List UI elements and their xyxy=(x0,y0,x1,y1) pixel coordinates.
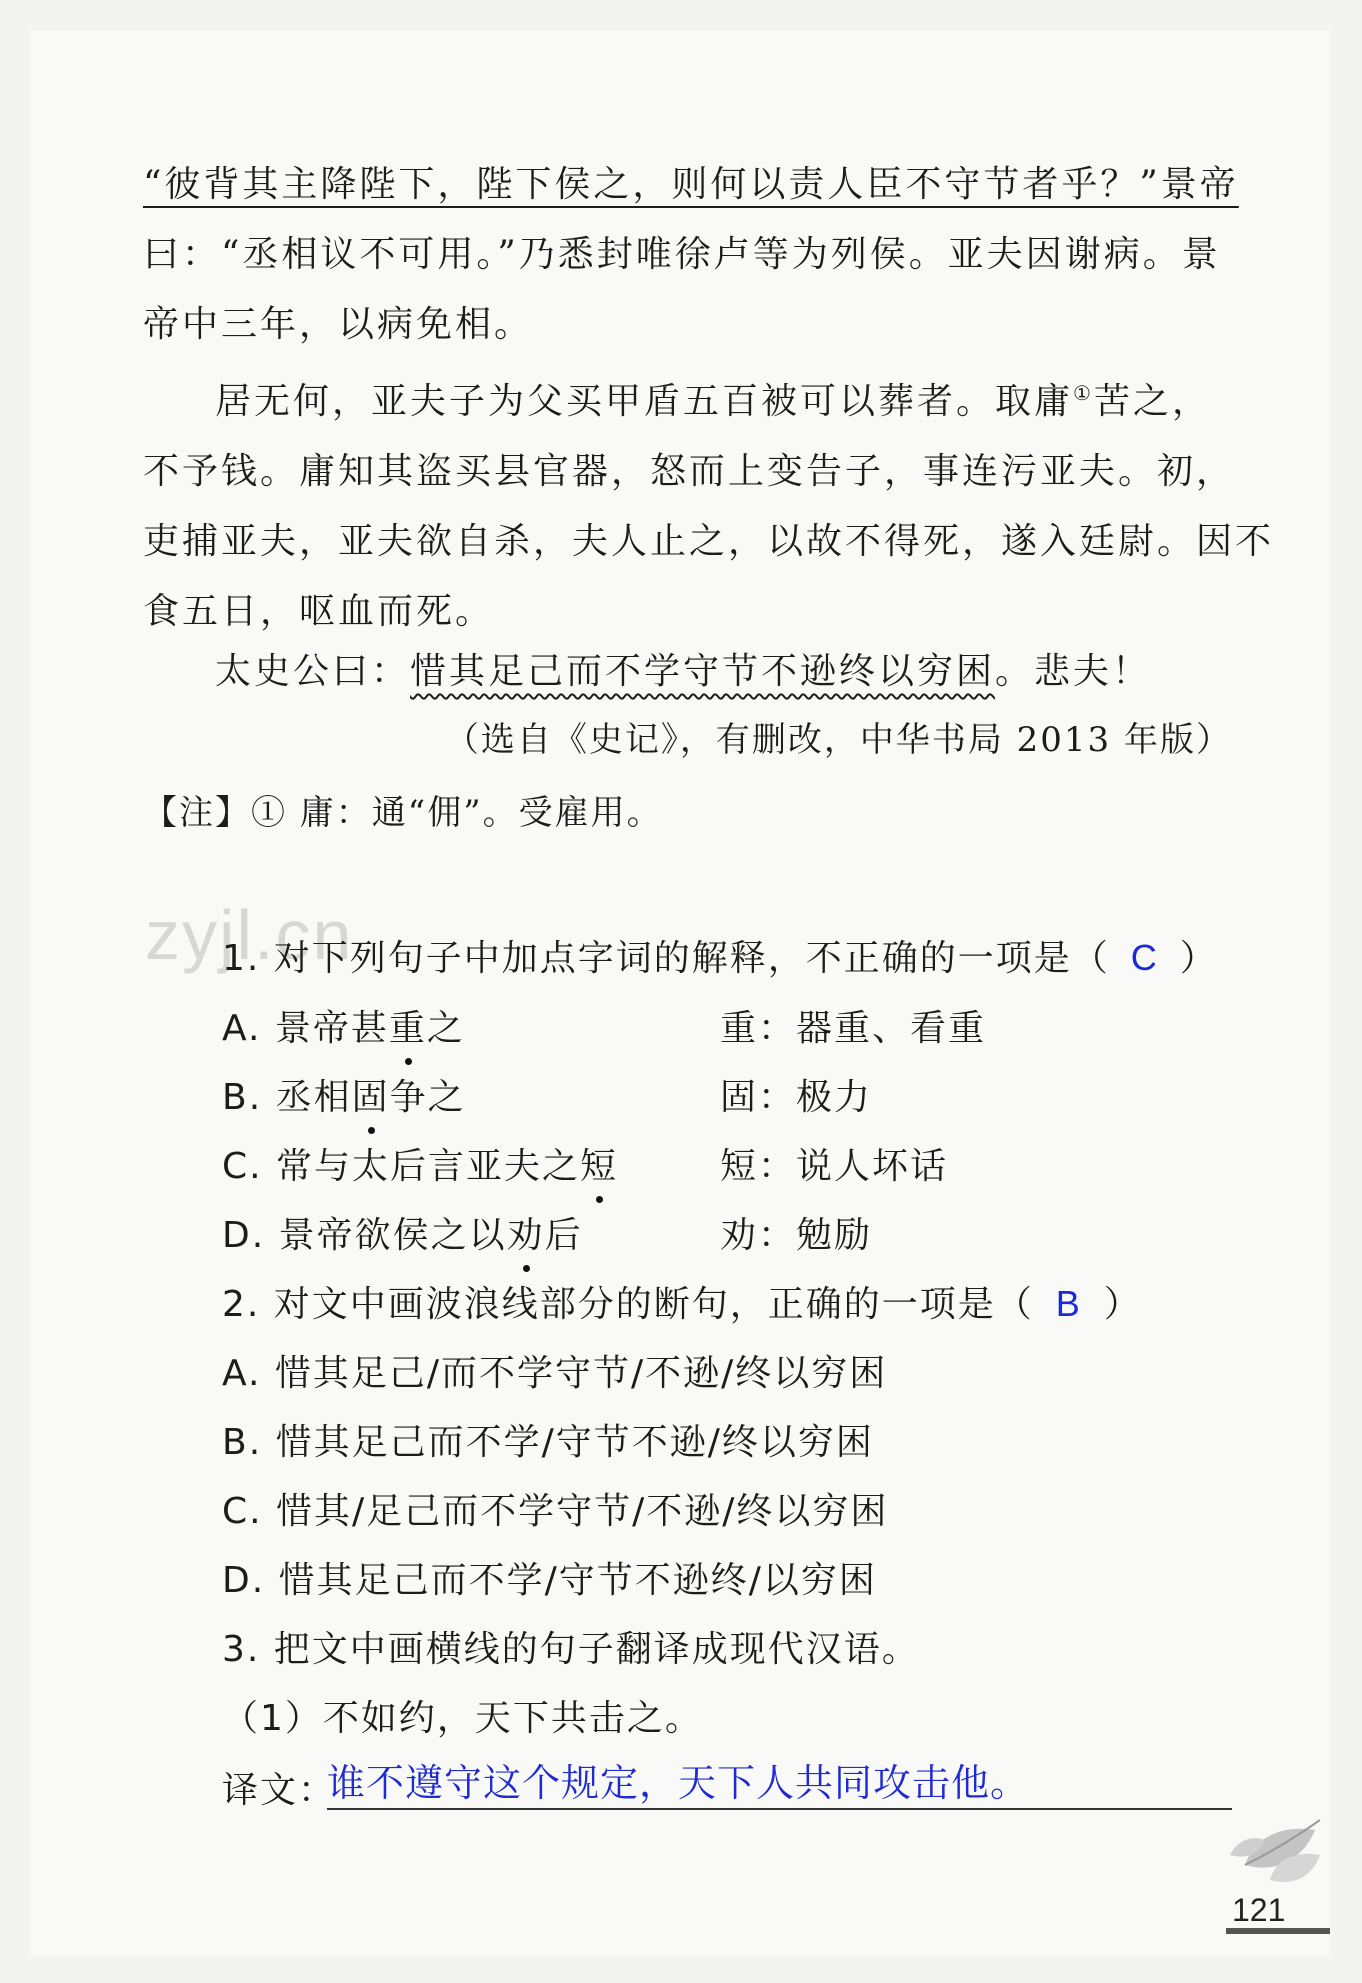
question-text: 1. 对下列句子中加点字词的解释，不正确的一项是（ xyxy=(222,938,1110,979)
question-text: 2. 对文中画波浪线部分的断句，正确的一项是（ xyxy=(222,1284,1034,1325)
question-text: ） xyxy=(1179,938,1218,979)
passage-line xyxy=(143,358,1233,437)
option-text: B. 丞相 xyxy=(222,1077,352,1118)
q1-option-c xyxy=(222,1138,618,1189)
question-1-stem xyxy=(222,930,1218,981)
passage-line xyxy=(143,637,1233,707)
passage-paragraph-2 xyxy=(143,358,1275,647)
dotted-character: 劝 xyxy=(507,1207,545,1258)
dotted-character: 固 xyxy=(352,1069,390,1120)
q2-option-d: D. 惜其足己而不学/守节不逊终/以穷困 xyxy=(222,1560,877,1601)
source-citation: （选自《史记》，有删改，中华书局 2013 年版） xyxy=(444,720,1232,760)
passage-line: 帝中三年，以病免相。 xyxy=(143,304,534,345)
handwritten-answer: C xyxy=(1130,937,1159,978)
q1-gloss-c: 短：说人坏话 xyxy=(720,1146,949,1187)
q2-option-a: A. 惜其足己/而不学守节/不逊/终以穷困 xyxy=(222,1353,888,1394)
page-number-bar xyxy=(1226,1928,1330,1934)
dotted-character: 重 xyxy=(389,1000,427,1051)
passage-text: 苦之， xyxy=(1093,381,1211,422)
handwritten-translation: 谁不遵守这个规定，天下人共同攻击他。 xyxy=(327,1761,1030,1805)
q1-gloss-a: 重：器重、看重 xyxy=(720,1008,987,1049)
translation-label: 译文： xyxy=(222,1770,337,1811)
footnote: 【注】① 庸：通“佣”。受雇用。 xyxy=(143,793,663,833)
passage-line: 不予钱。庸知其盗买县官器，怒而上变告子，事连污亚夫。初， xyxy=(143,451,1236,492)
option-text: C. 常与太后言亚夫之 xyxy=(222,1146,581,1187)
option-text: 后 xyxy=(544,1215,583,1256)
q1-gloss-d: 劝：勉励 xyxy=(720,1215,873,1256)
passage-paragraph-3 xyxy=(143,637,1233,707)
question-3-stem: 3. 把文中画横线的句子翻译成现代汉语。 xyxy=(222,1629,920,1670)
dotted-character: 短 xyxy=(580,1138,618,1189)
handwritten-answer: B xyxy=(1055,1283,1082,1324)
passage-paragraph-1 xyxy=(143,150,1239,360)
option-text: 之 xyxy=(426,1008,465,1049)
leaf-decoration-icon xyxy=(1225,1805,1335,1895)
q1-option-b xyxy=(222,1069,466,1120)
q1-gloss-b: 固：极力 xyxy=(720,1077,873,1118)
passage-line: 吏捕亚夫，亚夫欲自杀，夫人止之，以故不得死，遂入廷尉。因不 xyxy=(143,521,1275,562)
q2-option-b: B. 惜其足己而不学/守节不逊/终以穷困 xyxy=(222,1422,874,1463)
passage-line: 曰：“丞相议不可用。”乃悉封唯徐卢等为列侯。亚夫因谢病。景 xyxy=(143,234,1221,275)
option-text: D. 景帝欲侯之以 xyxy=(222,1215,507,1256)
q3-sub-question-1: （1）不如约，天下共击之。 xyxy=(222,1698,703,1739)
answer-line xyxy=(327,1808,1232,1810)
question-text: ） xyxy=(1103,1284,1142,1325)
page-number: 121 xyxy=(1232,1892,1286,1928)
footnote-marker: ① xyxy=(1073,381,1094,405)
q2-option-c: C. 惜其/足己而不学守节/不逊/终以穷困 xyxy=(222,1491,889,1532)
passage-line: “彼背其主降陛下，陛下侯之，则何以责人臣不守节者乎？”景帝 xyxy=(143,164,1239,205)
passage-text: 太史公曰： xyxy=(215,651,411,692)
passage-text: 居无何，亚夫子为父买甲盾五百被可以葬者。取庸 xyxy=(215,381,1074,422)
watermark: zyjl.cn xyxy=(145,896,354,974)
q1-option-d xyxy=(222,1207,583,1258)
option-text: A. 景帝甚 xyxy=(222,1008,389,1049)
passage-line: 食五日，呕血而死。 xyxy=(143,591,495,632)
passage-text: 。悲夫！ xyxy=(995,651,1152,692)
q1-option-a xyxy=(222,1000,465,1051)
question-2-stem xyxy=(222,1276,1142,1327)
wavy-underlined-text: 惜其足己而不学守节不逊终以穷困 xyxy=(410,651,996,692)
option-text: 争之 xyxy=(389,1077,466,1118)
